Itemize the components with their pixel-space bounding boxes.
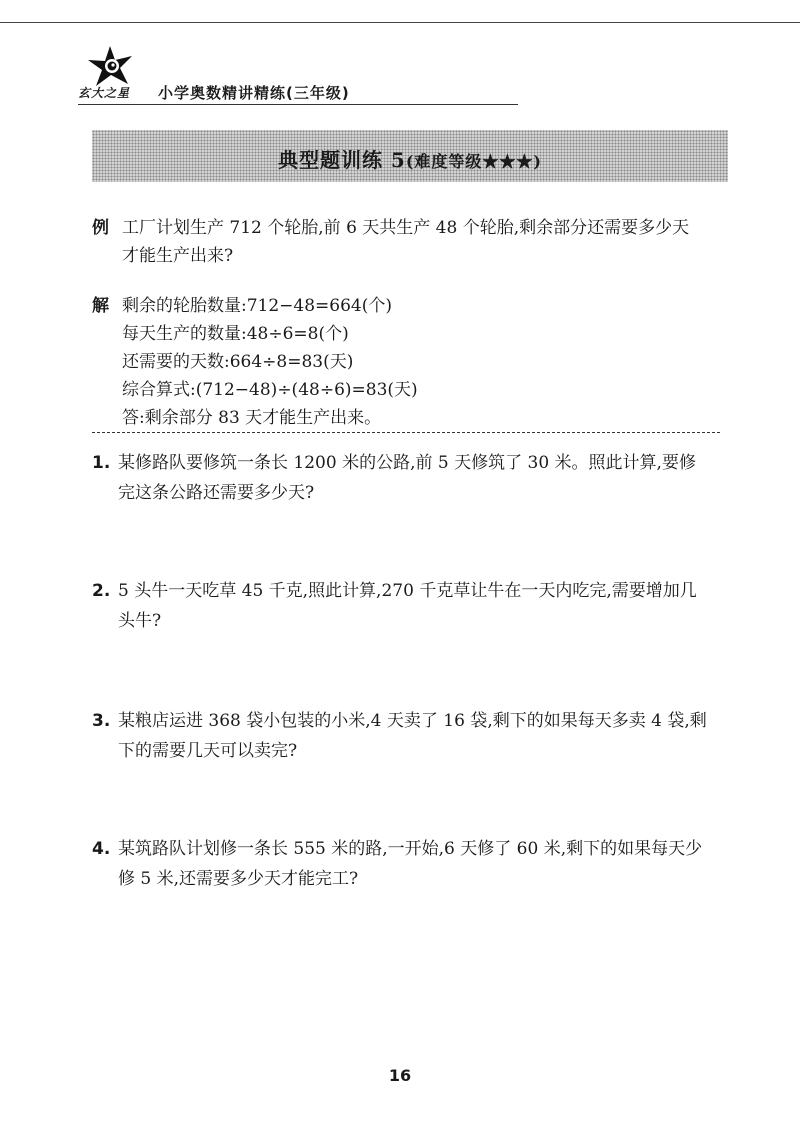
solution-line: 综合算式:(712−48)÷(48÷6)=83(天) xyxy=(122,380,418,400)
solution-line: 答:剩余部分 83 天才能生产出来。 xyxy=(122,408,382,428)
solution-label: 解 xyxy=(92,296,109,316)
question-line: 5 头牛一天吃草 45 千克,照此计算,270 千克草让牛在一天内吃完,需要增加几 xyxy=(118,581,697,601)
question-line: 某修路队要修筑一条长 1200 米的公路,前 5 天修筑了 30 米。照此计算,要修 xyxy=(118,453,696,473)
solution-line: 剩余的轮胎数量:712−48=664(个) xyxy=(122,296,393,316)
question-2 xyxy=(92,576,732,636)
question-line: 下的需要几天可以卖完? xyxy=(118,741,298,761)
question-3 xyxy=(92,706,732,766)
top-rule xyxy=(0,22,800,23)
question-number: 2. xyxy=(92,581,111,601)
example-block xyxy=(92,214,732,270)
question-line: 修 5 米,还需要多少天才能完工? xyxy=(118,869,359,889)
question-4 xyxy=(92,834,732,894)
question-line: 某粮店运进 368 袋小包装的小米,4 天卖了 16 袋,剩下的如果每天多卖 4 袋,剩 xyxy=(118,711,707,731)
dashed-divider xyxy=(92,432,720,433)
example-line: 才能生产出来? xyxy=(122,246,234,266)
question-line: 完这条公路还需要多少天? xyxy=(118,483,315,503)
solution-block xyxy=(92,292,732,432)
header-rule xyxy=(78,104,518,105)
section-title-text: 典型题训练 5 xyxy=(277,148,406,172)
question-number: 3. xyxy=(92,711,111,731)
solution-line: 还需要的天数:664÷8=83(天) xyxy=(122,352,354,372)
section-banner xyxy=(92,130,728,182)
book-title: 小学奥数精讲精练(三年级) xyxy=(158,84,350,102)
page-number: 16 xyxy=(388,1066,412,1085)
difficulty-label: (难度等级★★★) xyxy=(405,152,543,171)
question-number: 4. xyxy=(92,839,111,859)
solution-line: 每天生产的数量:48÷6=8(个) xyxy=(122,324,349,344)
example-label: 例 xyxy=(92,218,109,238)
section-title xyxy=(92,144,728,173)
question-line: 某筑路队计划修一条长 555 米的路,一开始,6 天修了 60 米,剩下的如果每天少 xyxy=(118,839,703,859)
question-line: 头牛? xyxy=(118,611,162,631)
brand-name: 玄大之星 xyxy=(78,86,131,100)
example-line: 工厂计划生产 712 个轮胎,前 6 天共生产 48 个轮胎,剩余部分还需要多少天 xyxy=(122,218,690,238)
page-header xyxy=(78,44,518,106)
question-number: 1. xyxy=(92,453,111,473)
question-1 xyxy=(92,448,732,508)
